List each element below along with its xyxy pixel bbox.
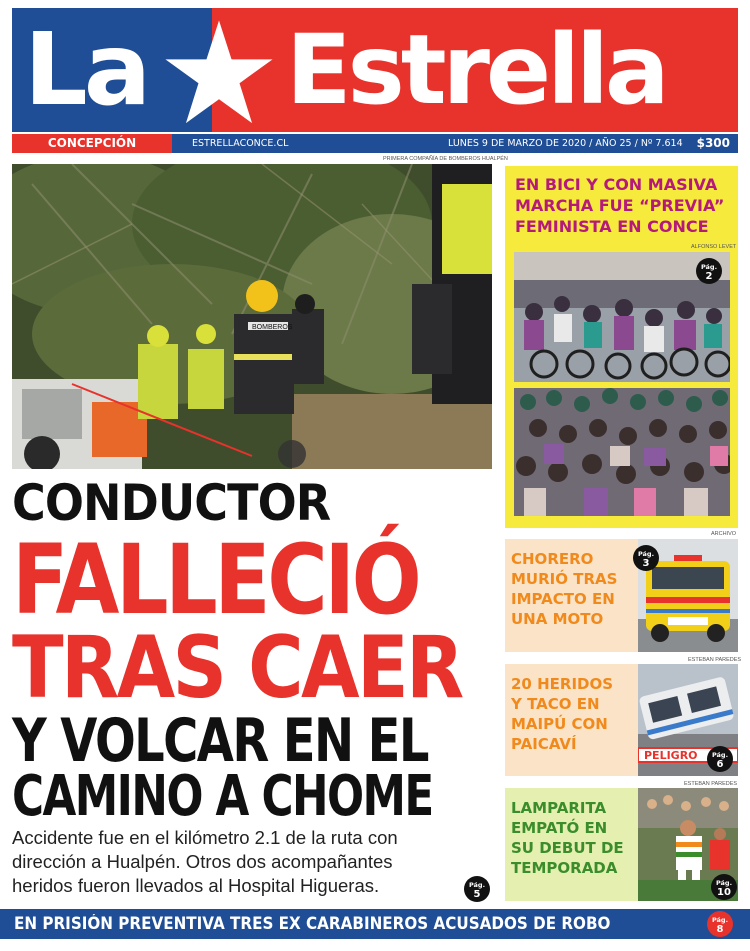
page-badge-label: Pág.	[468, 881, 486, 889]
summary-line-2: dirección a Hualpén. Otros dos acompañantes	[12, 851, 393, 872]
dateline: LUNES 9 DE MARZO DE 2020 / AÑO 25 / Nº 7.614	[448, 138, 683, 149]
feminist-headline-line-2: MARCHA FUE “PREVIA”	[515, 196, 725, 215]
bottom-headline: EN PRISIÓN PREVENTIVA TRES EX CARABINEROS ACUSADOS DE ROBO	[14, 914, 611, 933]
lamparita-photo-credit: ESTEBAN PAREDES	[684, 781, 738, 787]
page-badge-feminist[interactable]	[696, 258, 722, 284]
heridos-headline-line-4: PAICAVÍ	[511, 735, 577, 753]
lamparita-headline	[511, 798, 624, 878]
headline-line-4: Y VOLCAR EN EL	[12, 706, 428, 776]
main-photo-rescue	[12, 164, 492, 469]
feminist-photo-credit: ALFONSO LEVET	[691, 244, 737, 250]
chorero-headline	[511, 549, 617, 629]
chorero-headline-line-4: UNA MOTO	[511, 610, 604, 628]
feminist-headline-line-3: FEMINISTA EN CONCE	[515, 217, 709, 236]
feminist-headline	[515, 174, 724, 237]
headline-line-5: CAMINO A CHOME	[12, 764, 433, 829]
page-badge-lamparita[interactable]	[711, 874, 737, 900]
heridos-headline-line-2: Y TACO EN	[511, 695, 600, 713]
star-icon	[162, 16, 276, 130]
heridos-photo-credit: ESTEBAN PAREDES	[688, 657, 742, 663]
logo-la: La	[24, 11, 148, 128]
edition-city: CONCEPCIÓN	[12, 134, 172, 153]
story-heridos[interactable]	[505, 664, 738, 776]
story-lamparita[interactable]	[505, 788, 738, 901]
story-chorero[interactable]	[505, 539, 738, 652]
heridos-headline-line-1: 20 HERIDOS	[511, 675, 614, 693]
page-badge-number: 5	[473, 889, 481, 900]
logo-estrella: Estrella	[286, 14, 666, 126]
heridos-headline	[511, 674, 613, 754]
page-badge-label: Pág.	[715, 879, 733, 887]
page-badge-number: 6	[716, 759, 724, 770]
rescue-scene-image	[12, 164, 492, 469]
story-summary	[12, 826, 482, 898]
helmet-text: BOMBEROS	[252, 324, 293, 331]
page-badge-number: 3	[642, 558, 650, 569]
heridos-headline-line-3: MAIPÚ CON	[511, 715, 608, 733]
photo-credit: PRIMERA COMPAÑÍA DE BOMBEROS HUALPÉN	[383, 156, 508, 162]
warning-tape-text: PELIGRO	[644, 749, 698, 762]
headline-line-3: TRAS CAER	[12, 618, 462, 718]
website-link[interactable]: ESTRELLACONCE.CL	[192, 138, 289, 149]
summary-line-3: heridos fueron llevados al Hospital Higueras.	[12, 875, 380, 896]
lamparita-headline-line-1: LAMPARITA	[511, 799, 607, 817]
lamparita-headline-line-4: TEMPORADA	[511, 859, 618, 877]
lamparita-headline-line-3: SU DEBUT DE	[511, 839, 624, 857]
feminist-headline-line-1: EN BICI Y CON MASIVA	[515, 175, 718, 194]
page-badge-number: 2	[705, 271, 713, 282]
crowd-march-image	[514, 388, 730, 516]
chorero-headline-line-1: CHORERO	[511, 550, 594, 568]
info-bar	[12, 134, 738, 153]
price: $300	[696, 136, 730, 150]
page-badge-number: 10	[717, 887, 731, 898]
page-badge-main[interactable]	[464, 876, 490, 902]
summary-line-1: Accidente fue en el kilómetro 2.1 de la ruta con	[12, 827, 398, 848]
page-badge-number: 8	[716, 924, 724, 935]
page-badge-label: Pág.	[637, 550, 655, 558]
sidebar-feminist-march[interactable]	[505, 166, 738, 528]
page-badge-bottom[interactable]	[707, 911, 733, 937]
masthead	[12, 8, 738, 132]
headline-line-2: FALLECIÓ	[12, 524, 419, 636]
chorero-photo-credit: ARCHIVO	[711, 531, 737, 537]
page-badge-label: Pág.	[700, 263, 718, 271]
chorero-headline-line-3: IMPACTO EN	[511, 590, 615, 608]
page-badge-label: Pág.	[711, 751, 729, 759]
page-badge-heridos[interactable]	[707, 746, 733, 772]
crowd-march-photo	[514, 388, 730, 516]
page-badge-label: Pág.	[711, 916, 729, 924]
lamparita-headline-line-2: EMPATÓ EN	[511, 819, 608, 837]
page-badge-chorero[interactable]	[633, 545, 659, 571]
headline-line-1: CONDUCTOR	[12, 474, 331, 532]
chorero-headline-line-2: MURIÓ TRAS	[511, 570, 618, 588]
bottom-headline-bar[interactable]	[0, 909, 750, 939]
